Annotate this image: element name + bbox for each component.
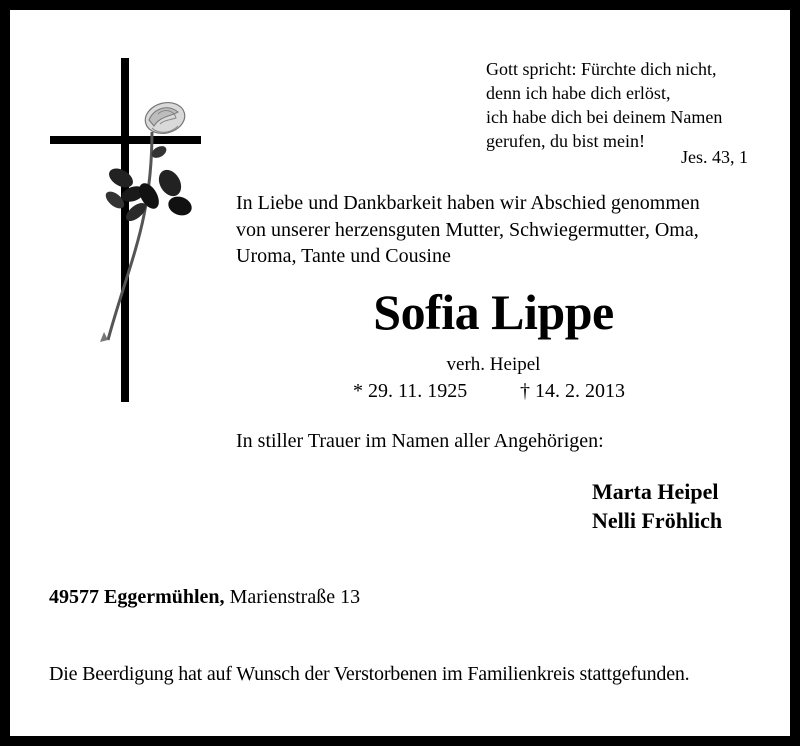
address [49, 586, 360, 609]
intro-line: In Liebe und Dankbarkeit haben wir Abschied genommen [236, 192, 700, 214]
deceased-name: Sofia Lippe [373, 284, 614, 340]
intro-line: von unserer herzensguten Mutter, Schwiegermutter, Oma, [236, 218, 699, 241]
verse-reference: Jes. 43, 1 [681, 147, 748, 167]
mourning-text: In stiller Trauer im Namen aller Angehörigen: [236, 430, 604, 452]
verse-line: gerufen, du bist mein! [486, 131, 645, 151]
mourners-list [592, 477, 722, 535]
address-street: Marienstraße 13 [229, 586, 361, 608]
intro-line: Uroma, Tante und Cousine [236, 245, 451, 267]
verse-line: Gott spricht: Fürchte dich nicht, [486, 59, 717, 79]
death-date: † 14. 2. 2013 [520, 380, 625, 402]
rose-icon [100, 98, 194, 342]
birth-date: * 29. 11. 1925 [353, 380, 468, 402]
address-city: 49577 Eggermühlen, [49, 586, 225, 608]
married-name: verh. Heipel [446, 354, 541, 375]
cross-with-rose-icon [40, 50, 210, 410]
verse-line: ich habe dich bei deinem Namen [486, 107, 723, 127]
intro-text [236, 190, 700, 270]
funeral-note: Die Beerdigung hat auf Wunsch der Verstorbenen im Familienkreis stattgefunden. [49, 663, 690, 685]
verse-line: denn ich habe dich erlöst, [486, 83, 671, 103]
bible-verse [486, 57, 722, 153]
mourner-name: Nelli Fröhlich [592, 508, 723, 533]
mourner-name: Marta Heipel [592, 479, 719, 504]
